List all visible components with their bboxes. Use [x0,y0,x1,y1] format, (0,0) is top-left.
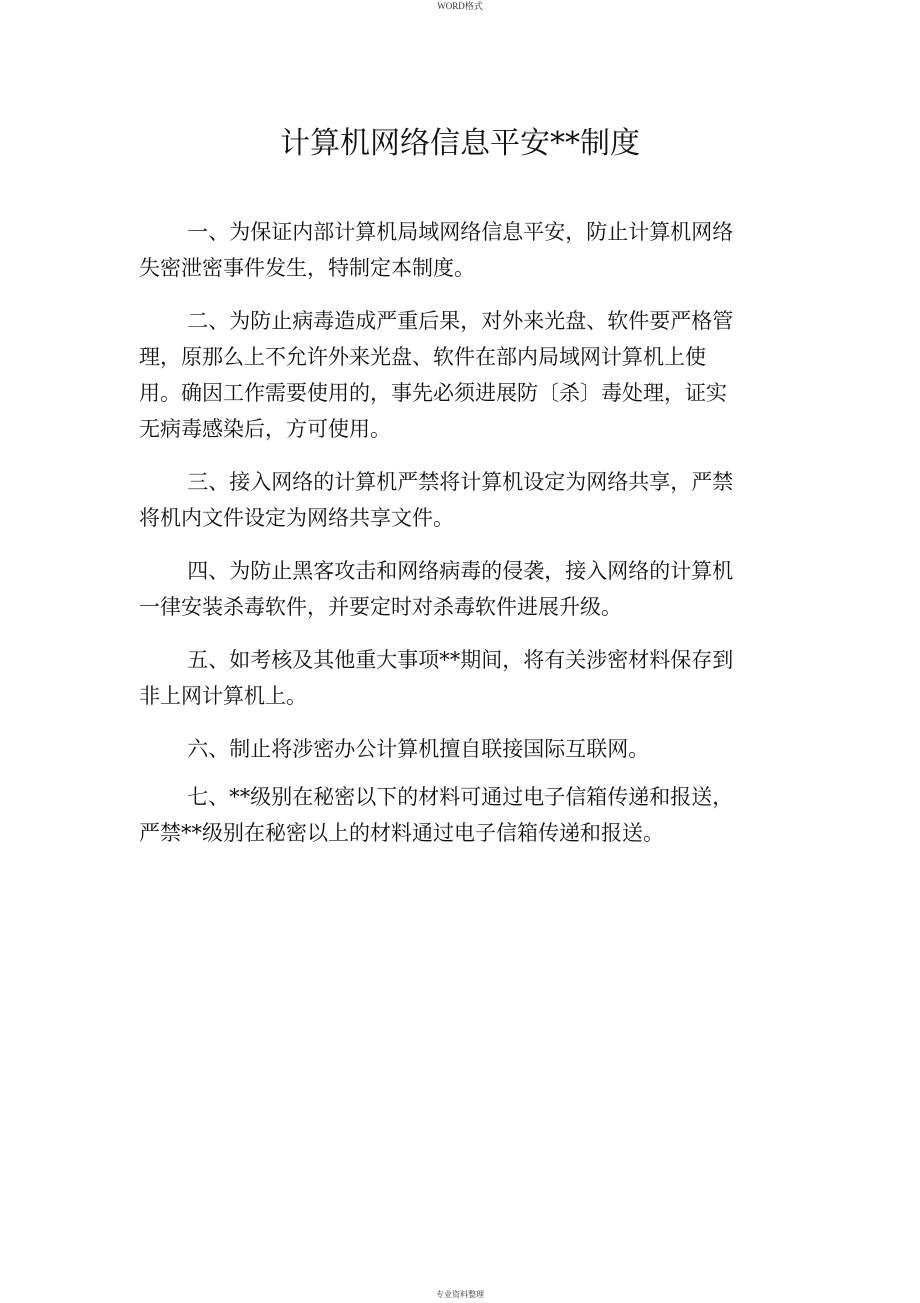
paragraph-5: 五、如考核及其他重大事项**期间，将有关涉密材料保存到非上网计算机上。 [139,648,734,708]
paragraph-3: 三、接入网络的计算机严禁将计算机设定为网络共享，严禁将机内文件设定为网络共享文件。 [139,470,734,530]
page-footer-label: 专业资料整理 [436,1290,484,1299]
paragraph-6: 六、制止将涉密办公计算机擅自联接国际互联网。 [187,737,650,761]
page-header-label: WORD格式 [437,1,483,11]
document-title: 计算机网络信息平安**制度 [280,126,640,161]
paragraph-4: 四、为防止黑客攻击和网络病毒的侵袭，接入网络的计算机一律安装杀毒软件，并要定时对杀毒软件进展升级。 [139,559,734,619]
document-body [139,214,739,868]
paragraph-7: 七、**级别在秘密以下的材料可通过电子信箱传递和报送，严禁**级别在秘密以上的材料通过电子信箱传递和报送。 [139,785,734,845]
paragraph-2: 二、为防止病毒造成严重后果，对外来光盘、软件要严格管理，原那么上不允许外来光盘、软件在部内局域网计算机上使用。确因工作需要使用的，事先必须进展防〔杀〕毒处理，证实无病毒感染后，方可使用。 [139,309,734,441]
paragraph-1: 一、为保证内部计算机局域网络信息平安，防止计算机网络失密泄密事件发生，特制定本制度。 [139,220,734,280]
